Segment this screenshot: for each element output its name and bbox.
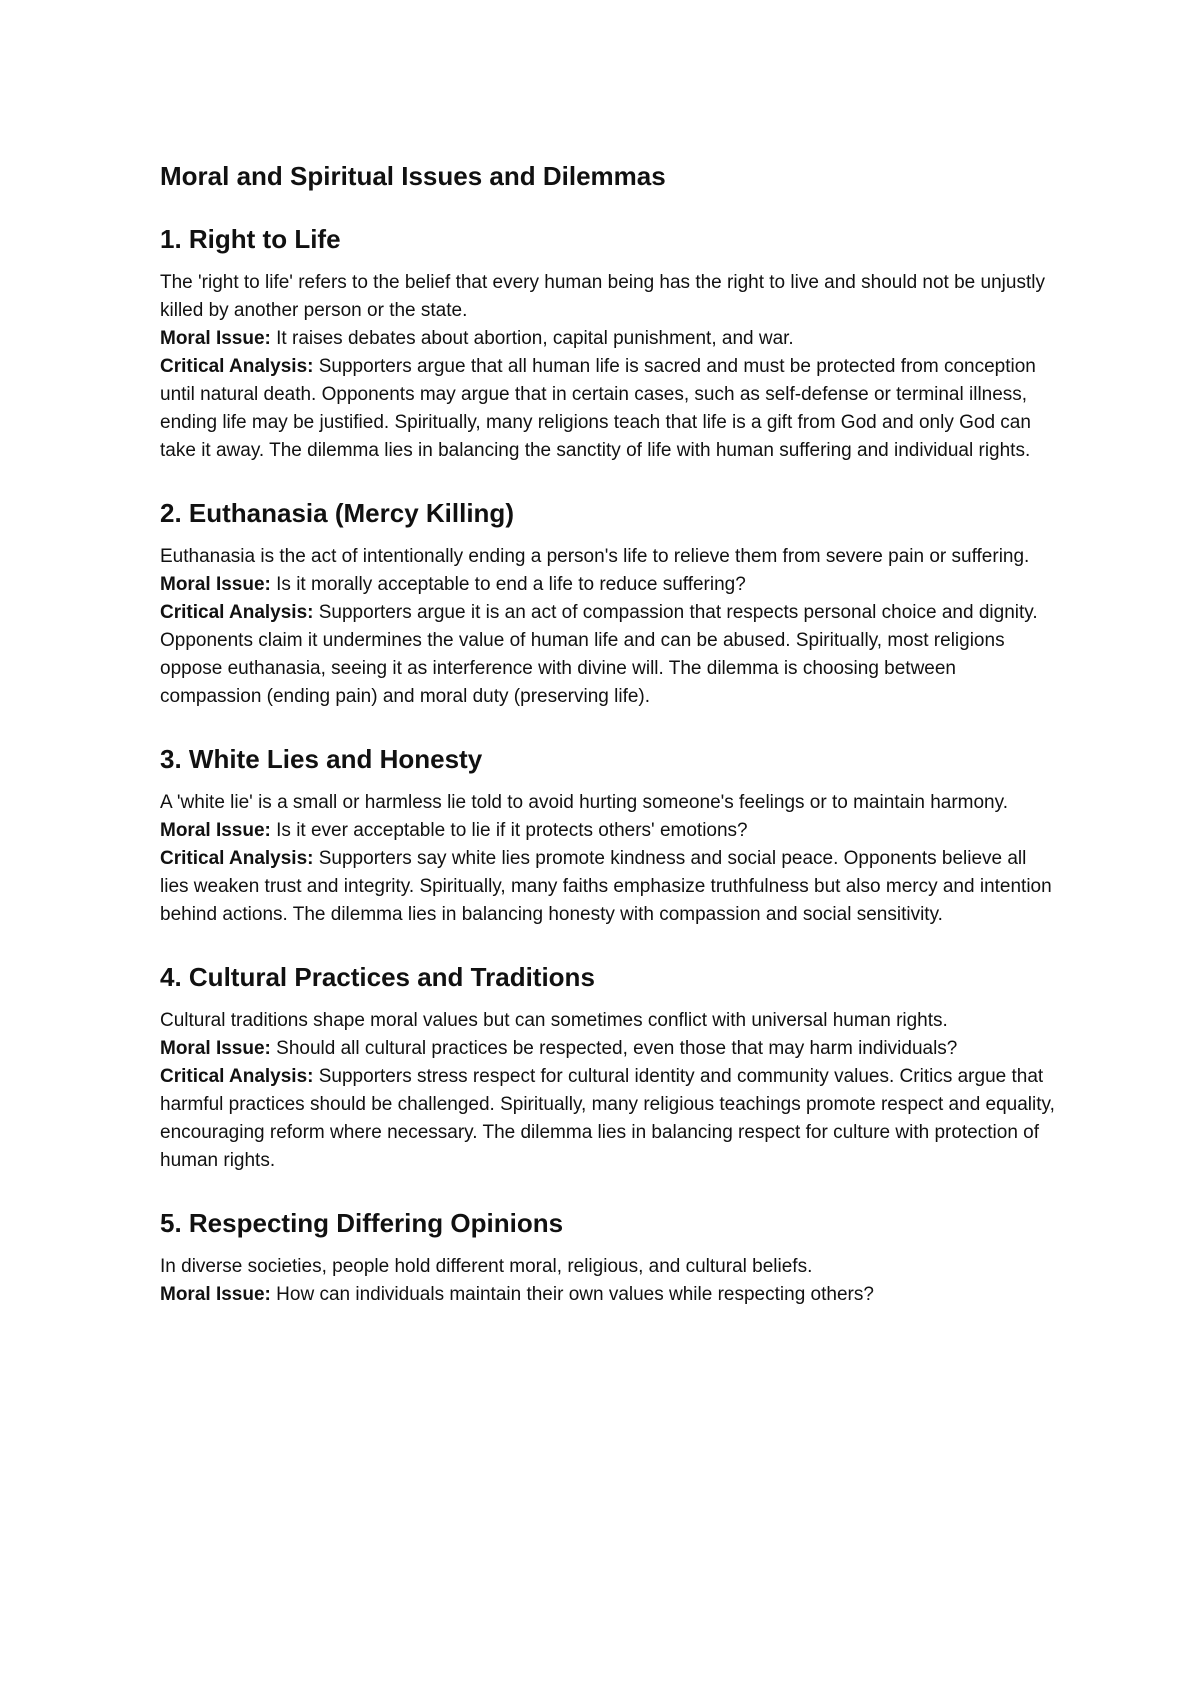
section-heading: 3. White Lies and Honesty (160, 744, 483, 774)
section-body (160, 1253, 1060, 1309)
moral-issue-label: Moral Issue: (160, 1284, 271, 1305)
section-intro: Cultural traditions shape moral values but can sometimes conflict with universal human rights. (160, 1010, 948, 1031)
critical-analysis-text: Supporters stress respect for cultural identity and community values. Critics argue that harmful practices should be challenged. Spiritually, many religious teachings promote respect and equality, encouraging reform where necessary. The dilemma lies in balancing respect for culture with protection of human rights. (160, 1066, 1055, 1171)
document-title: Moral and Spiritual Issues and Dilemmas (160, 161, 666, 191)
moral-issue-text: It raises debates about abortion, capital punishment, and war. (276, 328, 794, 349)
section-body (160, 269, 1060, 465)
moral-issue-text: How can individuals maintain their own values while respecting others? (276, 1284, 874, 1305)
section-body (160, 789, 1060, 929)
critical-analysis-text: Supporters say white lies promote kindness and social peace. Opponents believe all lies weaken trust and integrity. Spiritually, many faiths emphasize truthfulness but also mercy and intention behind actions. The dilemma lies in balancing honesty with compassion and social sensitivity. (160, 848, 1052, 925)
critical-analysis-line (160, 353, 1060, 465)
moral-issue-line (160, 817, 1060, 845)
moral-issue-label: Moral Issue: (160, 820, 271, 841)
section-body (160, 543, 1060, 711)
section-intro: The 'right to life' refers to the belief that every human being has the right to live and should not be unjustly killed by another person or the state. (160, 272, 1045, 321)
section-heading: 5. Respecting Differing Opinions (160, 1208, 564, 1238)
moral-issue-line (160, 571, 1060, 599)
section-cultural-practices (160, 961, 1060, 1175)
critical-analysis-label: Critical Analysis: (160, 1066, 314, 1087)
critical-analysis-line (160, 599, 1060, 711)
critical-analysis-text: Supporters argue it is an act of compassion that respects personal choice and dignity. Opponents claim it undermines the value of human life and can be abused. Spiritually, most religions oppose euthanasia, seeing it as interference with divine will. The dilemma is choosing between compassion (ending pain) and moral duty (preserving life). (160, 602, 1038, 707)
moral-issue-text: Is it morally acceptable to end a life to reduce suffering? (276, 574, 746, 595)
critical-analysis-label: Critical Analysis: (160, 356, 314, 377)
moral-issue-line (160, 325, 1060, 353)
critical-analysis-label: Critical Analysis: (160, 602, 314, 623)
section-heading: 4. Cultural Practices and Traditions (160, 962, 595, 992)
moral-issue-label: Moral Issue: (160, 328, 271, 349)
section-differing-opinions (160, 1207, 1060, 1309)
section-heading: 1. Right to Life (160, 224, 341, 254)
section-intro: A 'white lie' is a small or harmless lie told to avoid hurting someone's feelings or to maintain harmony. (160, 792, 1008, 813)
section-euthanasia (160, 497, 1060, 711)
critical-analysis-text: Supporters argue that all human life is sacred and must be protected from conception until natural death. Opponents may argue that in certain cases, such as self-defense or terminal illness, ending life may be justified. Spiritually, many religions teach that life is a gift from God and only God can take it away. The dilemma lies in balancing the sanctity of life with human suffering and individual rights. (160, 356, 1036, 461)
section-white-lies (160, 743, 1060, 929)
section-right-to-life (160, 223, 1060, 465)
critical-analysis-line (160, 845, 1060, 929)
moral-issue-text: Is it ever acceptable to lie if it protects others' emotions? (276, 820, 748, 841)
critical-analysis-label: Critical Analysis: (160, 848, 314, 869)
moral-issue-line (160, 1035, 1060, 1063)
critical-analysis-line (160, 1063, 1060, 1175)
moral-issue-label: Moral Issue: (160, 1038, 271, 1059)
section-body (160, 1007, 1060, 1175)
section-heading: 2. Euthanasia (Mercy Killing) (160, 498, 514, 528)
section-intro: Euthanasia is the act of intentionally ending a person's life to relieve them from severe pain or suffering. (160, 546, 1030, 567)
moral-issue-label: Moral Issue: (160, 574, 271, 595)
section-intro: In diverse societies, people hold different moral, religious, and cultural beliefs. (160, 1256, 813, 1277)
document-page (160, 160, 1060, 1309)
moral-issue-line (160, 1281, 1060, 1309)
moral-issue-text: Should all cultural practices be respected, even those that may harm individuals? (276, 1038, 958, 1059)
